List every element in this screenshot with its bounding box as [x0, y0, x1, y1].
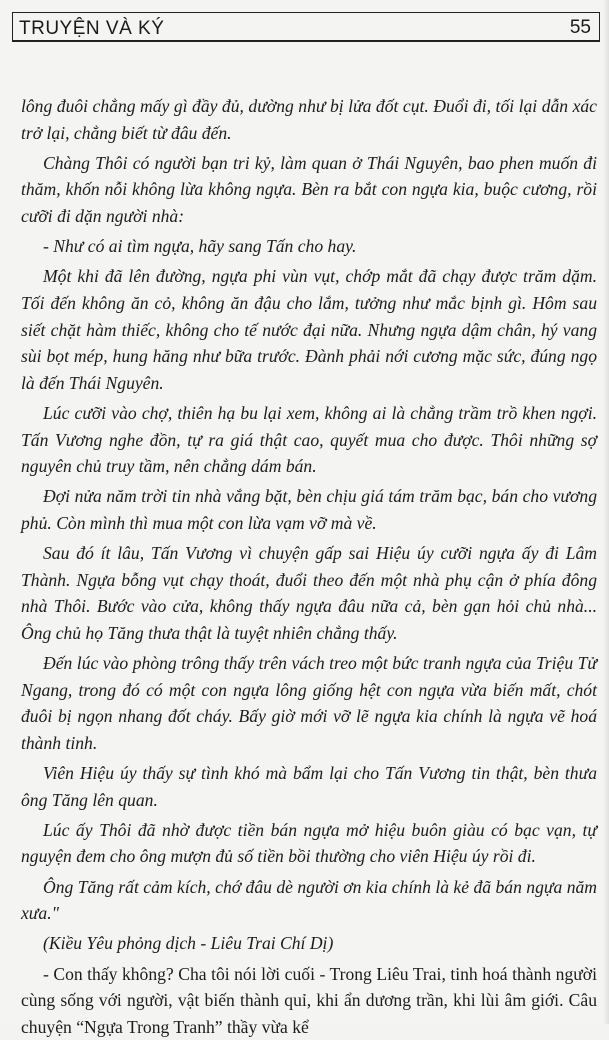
- section-title: TRUYỆN VÀ KÝ: [19, 18, 165, 39]
- body-text: [21, 93, 597, 1040]
- paragraph: Ông Tăng rất cảm kích, chớ đâu dè người ơn kia chính là kẻ đã bán ngựa năm xưa.": [21, 876, 597, 924]
- paragraph: lông đuôi chẳng mấy gì đầy đủ, dường như bị lửa đốt cụt. Đuổi đi, tối lại dẫn xác trở lại, chẳng biết từ đâu đến.: [21, 96, 597, 143]
- page-number: 55: [569, 17, 591, 38]
- paragraph: Sau đó ít lâu, Tấn Vương vì chuyện gấp sai Hiệu úy cưỡi ngựa ấy đi Lâm Thành. Ngựa bỗng vụt chạy thoát, đuổi theo đến một nhà phụ cận ở phía đông nhà Thôi. Bước vào cửa, không thấy ngựa đâu nữa cả, bèn gạn hỏi chủ nhà... Ông chủ họ Tăng thưa thật là tuyệt nhiên chẳng thấy.: [21, 543, 597, 643]
- page-edge-shadow: [603, 0, 609, 1024]
- paragraph: Đến lúc vào phòng trông thấy trên vách treo một bức tranh ngựa của Triệu Tử Ngang, trong đó có một con ngựa lông giống hệt con ngựa vừa biến mất, chót đuôi bị ngọn nhang đốt cháy. Bấy giờ mới vỡ lẽ ngựa kia chính là ngựa vẽ hoá thành tinh.: [21, 653, 597, 753]
- closing-paragraph: - Con thấy không? Cha tôi nói lời cuối - Trong Liêu Trai, tinh hoá thành người cùng sống với người, vật biến thành quỉ, khi ẩn dương trần, khi lùi âm giới. Câu chuyện “Ngựa Trong Tranh” thầy vừa kể: [21, 963, 597, 1037]
- paragraph: Đợi nửa năm trời tin nhà vắng bặt, bèn chịu giá tám trăm bạc, bán cho vương phủ. Còn mình thì mua một con lừa vạm vỡ mà về.: [21, 486, 597, 533]
- citation: (Kiều Yêu phỏng dịch - Liêu Trai Chí Dị): [43, 933, 334, 954]
- paragraph: - Như có ai tìm ngựa, hãy sang Tấn cho hay.: [43, 236, 357, 257]
- running-header: [12, 12, 600, 42]
- paragraph: Lúc cưỡi vào chợ, thiên hạ bu lại xem, không ai là chẳng trầm trồ khen ngợi. Tấn Vương nghe đồn, tự ra giá thật cao, quyết mua cho được. Thôi những sợ nguyên chủ truy tầm, nên chẳng dám bán.: [21, 402, 597, 477]
- paragraph: Chàng Thôi có người bạn tri kỷ, làm quan ở Thái Nguyên, bao phen muốn đi thăm, khốn nỗi không lừa không ngựa. Bèn ra bắt con ngựa kia, buộc cương, rồi cưỡi đi dặn người nhà:: [21, 152, 597, 226]
- paragraph: Lúc ấy Thôi đã nhờ được tiền bán ngựa mở hiệu buôn giàu có bạc vạn, tự nguyện đem cho ông mượn đủ số tiền bồi thường cho viên Hiệu úy rồi đi.: [21, 819, 597, 867]
- paragraph: Một khi đã lên đường, ngựa phi vùn vụt, chớp mắt đã chạy được trăm dặm. Tối đến không ăn cỏ, không ăn đậu cho lắm, tưởng như mắc bịnh gì. Hôm sau siết chặt hàm thiếc, không cho tế nước đại nữa. Nhưng ngựa dậm chân, hý vang sùi bọt mép, hung hăng như bữa trước. Đành phải nới cương mặc sức, đúng ngọ là đến Thái Nguyên.: [21, 266, 597, 393]
- paragraph: Viên Hiệu úy thấy sự tình khó mà bẩm lại cho Tấn Vương tin thật, bèn thưa ông Tăng lên quan.: [21, 763, 597, 810]
